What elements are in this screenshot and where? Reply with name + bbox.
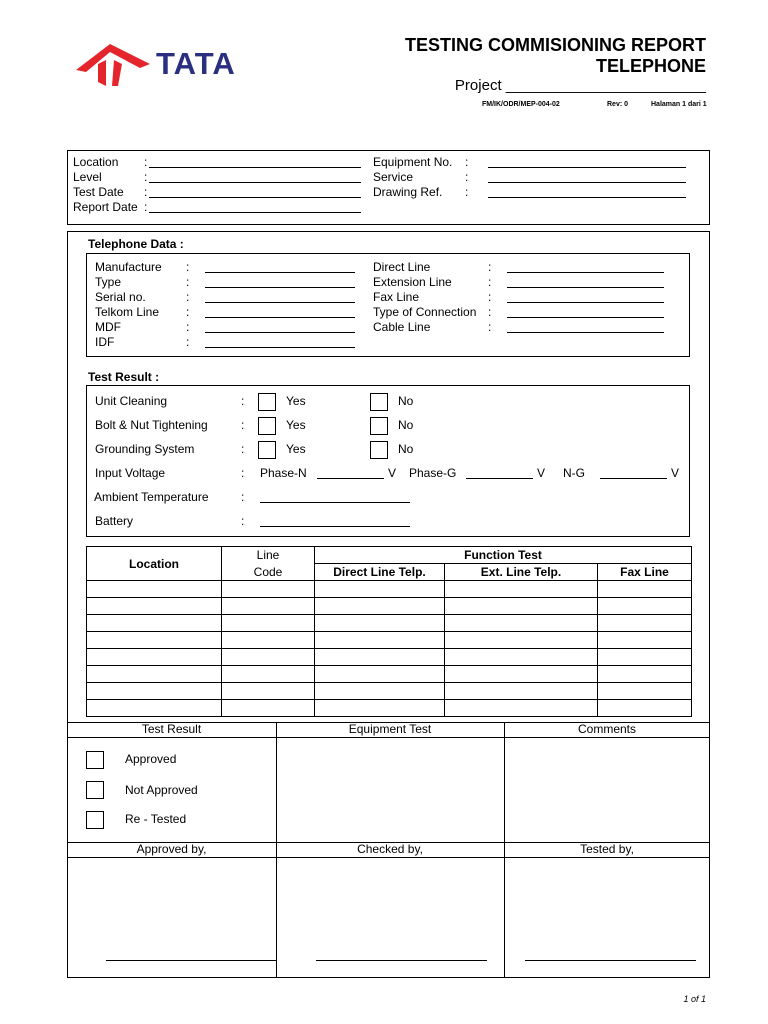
manufacture-colon: : bbox=[186, 260, 190, 274]
grounding-yes-checkbox[interactable] bbox=[258, 441, 276, 459]
drawing-ref-label: Drawing Ref. bbox=[373, 185, 443, 199]
unit-cleaning-no-label: No bbox=[398, 394, 414, 408]
report-date-colon: : bbox=[144, 200, 148, 214]
idf-field[interactable] bbox=[205, 347, 355, 348]
unit-cleaning-yes-label: Yes bbox=[286, 394, 306, 408]
test-result-column-header: Test Result bbox=[141, 722, 202, 736]
unit-cleaning-colon: : bbox=[241, 394, 245, 408]
signature-divider-2 bbox=[504, 842, 505, 978]
cable-line-colon: : bbox=[488, 320, 492, 334]
ambient-temp-label: Ambient Temperature bbox=[94, 490, 209, 504]
signature-section bbox=[67, 842, 710, 978]
table-cell[interactable] bbox=[222, 581, 315, 598]
battery-field[interactable] bbox=[260, 526, 410, 527]
table-cell[interactable] bbox=[315, 683, 445, 700]
fax-line-field[interactable] bbox=[507, 302, 664, 303]
table-row bbox=[87, 598, 692, 615]
test-result-box bbox=[86, 385, 690, 537]
service-label: Service bbox=[373, 170, 414, 184]
service-field[interactable] bbox=[488, 182, 686, 183]
checked-by-header: Checked by, bbox=[357, 842, 423, 856]
fax-line-colon: : bbox=[488, 290, 492, 304]
table-row bbox=[87, 666, 692, 683]
table-cell[interactable] bbox=[598, 666, 692, 683]
table-cell[interactable] bbox=[445, 649, 598, 666]
phase-g-unit: V bbox=[537, 466, 546, 480]
page-info: Halaman 1 dari 1 bbox=[651, 101, 707, 108]
extension-line-colon: : bbox=[488, 275, 492, 289]
col-code: Code bbox=[222, 564, 315, 581]
grounding-no-label: No bbox=[398, 442, 414, 456]
project-label: Project ________________________ bbox=[454, 77, 706, 94]
telkom-line-colon: : bbox=[186, 305, 190, 319]
table-cell[interactable] bbox=[87, 666, 222, 683]
table-row bbox=[87, 683, 692, 700]
unit-cleaning-yes-checkbox[interactable] bbox=[258, 393, 276, 411]
col-fax-line: Fax Line bbox=[598, 564, 692, 581]
result-divider-2 bbox=[504, 722, 505, 843]
test-date-field[interactable] bbox=[149, 197, 361, 198]
mdf-label: MDF bbox=[95, 320, 121, 334]
table-cell[interactable] bbox=[598, 632, 692, 649]
doc-code: FM/IK/ODR/MEP-004-02 bbox=[482, 101, 560, 108]
idf-colon: : bbox=[186, 335, 190, 349]
table-cell[interactable] bbox=[222, 649, 315, 666]
footer-page-number: 1 of 1 bbox=[683, 994, 706, 1004]
grounding-no-checkbox[interactable] bbox=[370, 441, 388, 459]
test-date-label: Test Date bbox=[73, 185, 124, 199]
bolt-nut-label: Bolt & Nut Tightening bbox=[95, 418, 208, 432]
battery-colon: : bbox=[241, 514, 245, 528]
table-row bbox=[87, 700, 692, 717]
phase-n-label: Phase-N bbox=[260, 466, 307, 480]
unit-cleaning-label: Unit Cleaning bbox=[95, 394, 168, 408]
serial-label: Serial no. bbox=[95, 290, 146, 304]
table-cell[interactable] bbox=[598, 615, 692, 632]
table-cell[interactable] bbox=[222, 700, 315, 717]
grounding-label: Grounding System bbox=[95, 442, 195, 456]
cable-line-field[interactable] bbox=[507, 332, 664, 333]
approved-by-header: Approved by, bbox=[136, 842, 207, 856]
table-cell[interactable] bbox=[315, 632, 445, 649]
table-cell[interactable] bbox=[598, 700, 692, 717]
service-colon: : bbox=[465, 170, 469, 184]
table-cell[interactable] bbox=[222, 666, 315, 683]
direct-line-label: Direct Line bbox=[373, 260, 431, 274]
table-cell[interactable] bbox=[222, 598, 315, 615]
phase-n-field[interactable] bbox=[317, 478, 384, 479]
tested-by-header: Tested by, bbox=[580, 842, 634, 856]
direct-line-field[interactable] bbox=[507, 272, 664, 273]
table-cell[interactable] bbox=[445, 598, 598, 615]
bolt-nut-no-label: No bbox=[398, 418, 414, 432]
manufacture-field[interactable] bbox=[205, 272, 355, 273]
col-location: Location bbox=[87, 547, 222, 581]
report-title: TESTING COMMISIONING REPORT bbox=[404, 35, 706, 55]
table-cell[interactable] bbox=[315, 649, 445, 666]
cable-line-label: Cable Line bbox=[373, 320, 431, 334]
equipment-test-column-header: Equipment Test bbox=[348, 722, 432, 736]
grounding-yes-label: Yes bbox=[286, 442, 306, 456]
table-cell[interactable] bbox=[445, 632, 598, 649]
report-date-label: Report Date bbox=[73, 200, 138, 214]
extension-line-field[interactable] bbox=[507, 287, 664, 288]
table-cell[interactable] bbox=[598, 649, 692, 666]
telephone-data-heading: Telephone Data : bbox=[88, 237, 184, 251]
company-logo bbox=[76, 42, 246, 88]
type-field[interactable] bbox=[205, 287, 355, 288]
bolt-nut-yes-label: Yes bbox=[286, 418, 306, 432]
table-cell[interactable] bbox=[445, 615, 598, 632]
table-cell[interactable] bbox=[315, 598, 445, 615]
bolt-nut-yes-checkbox[interactable] bbox=[258, 417, 276, 435]
mdf-field[interactable] bbox=[205, 332, 355, 333]
equipment-no-label: Equipment No. bbox=[373, 155, 453, 169]
drawing-ref-field[interactable] bbox=[488, 197, 686, 198]
table-row bbox=[87, 615, 692, 632]
result-header-line bbox=[67, 737, 710, 738]
approved-checkbox[interactable] bbox=[86, 751, 104, 769]
type-colon: : bbox=[186, 275, 190, 289]
not-approved-checkbox[interactable] bbox=[86, 781, 104, 799]
direct-line-colon: : bbox=[488, 260, 492, 274]
phase-n-unit: V bbox=[388, 466, 397, 480]
table-cell[interactable] bbox=[598, 683, 692, 700]
telkom-line-field[interactable] bbox=[205, 317, 355, 318]
approved-label: Approved bbox=[125, 752, 177, 766]
table-cell[interactable] bbox=[445, 666, 598, 683]
approved-by-signature-line[interactable] bbox=[106, 960, 277, 961]
idf-label: IDF bbox=[95, 335, 115, 349]
type-label: Type bbox=[95, 275, 122, 289]
table-cell[interactable] bbox=[598, 581, 692, 598]
table-cell[interactable] bbox=[445, 683, 598, 700]
report-date-field[interactable] bbox=[149, 212, 361, 213]
type-connection-colon: : bbox=[488, 305, 492, 319]
n-g-label: N-G bbox=[563, 466, 585, 480]
table-cell[interactable] bbox=[87, 649, 222, 666]
col-direct-line: Direct Line Telp. bbox=[315, 564, 445, 581]
re-tested-label: Re - Tested bbox=[125, 812, 187, 826]
table-cell[interactable] bbox=[222, 632, 315, 649]
table-row bbox=[87, 632, 692, 649]
table-cell[interactable] bbox=[445, 581, 598, 598]
revision: Rev: 0 bbox=[607, 101, 629, 108]
table-cell[interactable] bbox=[315, 666, 445, 683]
comments-column-header: Comments bbox=[577, 722, 636, 736]
function-test-table bbox=[86, 546, 692, 717]
location-field[interactable] bbox=[149, 167, 361, 168]
mdf-colon: : bbox=[186, 320, 190, 334]
drawing-ref-colon: : bbox=[465, 185, 469, 199]
input-voltage-label: Input Voltage bbox=[95, 466, 166, 480]
phase-g-field[interactable] bbox=[466, 478, 533, 479]
manufacture-label: Manufacture bbox=[95, 260, 162, 274]
tested-by-signature-line[interactable] bbox=[525, 960, 696, 961]
level-colon: : bbox=[144, 170, 148, 184]
table-cell[interactable] bbox=[445, 700, 598, 717]
test-result-heading: Test Result : bbox=[88, 370, 160, 384]
ambient-temp-colon: : bbox=[241, 490, 245, 504]
table-cell[interactable] bbox=[315, 700, 445, 717]
level-label: Level bbox=[73, 170, 102, 184]
col-line: Line bbox=[222, 547, 315, 564]
bolt-nut-no-checkbox[interactable] bbox=[370, 417, 388, 435]
table-row bbox=[87, 649, 692, 666]
tata-logo-icon bbox=[76, 42, 154, 88]
col-ext-line: Ext. Line Telp. bbox=[445, 564, 598, 581]
serial-colon: : bbox=[186, 290, 190, 304]
bolt-nut-colon: : bbox=[241, 418, 245, 432]
table-cell[interactable] bbox=[87, 683, 222, 700]
signature-header-line bbox=[67, 857, 710, 858]
fax-line-label: Fax Line bbox=[373, 290, 420, 304]
location-colon: : bbox=[144, 155, 148, 169]
telkom-line-label: Telkom Line bbox=[95, 305, 160, 319]
table-cell[interactable] bbox=[315, 615, 445, 632]
table-cell[interactable] bbox=[87, 581, 222, 598]
unit-cleaning-no-checkbox[interactable] bbox=[370, 393, 388, 411]
table-cell[interactable] bbox=[598, 598, 692, 615]
re-tested-checkbox[interactable] bbox=[86, 811, 104, 829]
table-row bbox=[87, 581, 692, 598]
report-subtitle: TELEPHONE bbox=[595, 56, 706, 76]
type-connection-field[interactable] bbox=[507, 317, 664, 318]
table-cell[interactable] bbox=[222, 615, 315, 632]
ambient-temp-field[interactable] bbox=[260, 502, 410, 503]
table-cell[interactable] bbox=[87, 615, 222, 632]
logo-text: TATA bbox=[156, 46, 236, 81]
test-date-colon: : bbox=[144, 185, 148, 199]
table-cell[interactable] bbox=[87, 598, 222, 615]
n-g-field[interactable] bbox=[600, 478, 667, 479]
table-cell[interactable] bbox=[87, 700, 222, 717]
table-cell[interactable] bbox=[315, 581, 445, 598]
col-function-test: Function Test bbox=[315, 547, 692, 564]
equipment-no-colon: : bbox=[465, 155, 469, 169]
table-body bbox=[87, 581, 692, 717]
signature-divider-1 bbox=[276, 842, 277, 978]
battery-label: Battery bbox=[95, 514, 134, 528]
checked-by-signature-line[interactable] bbox=[316, 960, 487, 961]
n-g-unit: V bbox=[671, 466, 680, 480]
result-divider-1 bbox=[276, 722, 277, 843]
location-label: Location bbox=[73, 155, 119, 169]
table-header-row bbox=[87, 547, 692, 564]
level-field[interactable] bbox=[149, 182, 361, 183]
table-cell[interactable] bbox=[222, 683, 315, 700]
phase-g-label: Phase-G bbox=[409, 466, 457, 480]
input-voltage-colon: : bbox=[241, 466, 245, 480]
extension-line-label: Extension Line bbox=[373, 275, 452, 289]
serial-field[interactable] bbox=[205, 302, 355, 303]
not-approved-label: Not Approved bbox=[125, 783, 198, 797]
equipment-no-field[interactable] bbox=[488, 167, 686, 168]
type-connection-label: Type of Connection bbox=[373, 305, 477, 319]
grounding-colon: : bbox=[241, 442, 245, 456]
table-cell[interactable] bbox=[87, 632, 222, 649]
